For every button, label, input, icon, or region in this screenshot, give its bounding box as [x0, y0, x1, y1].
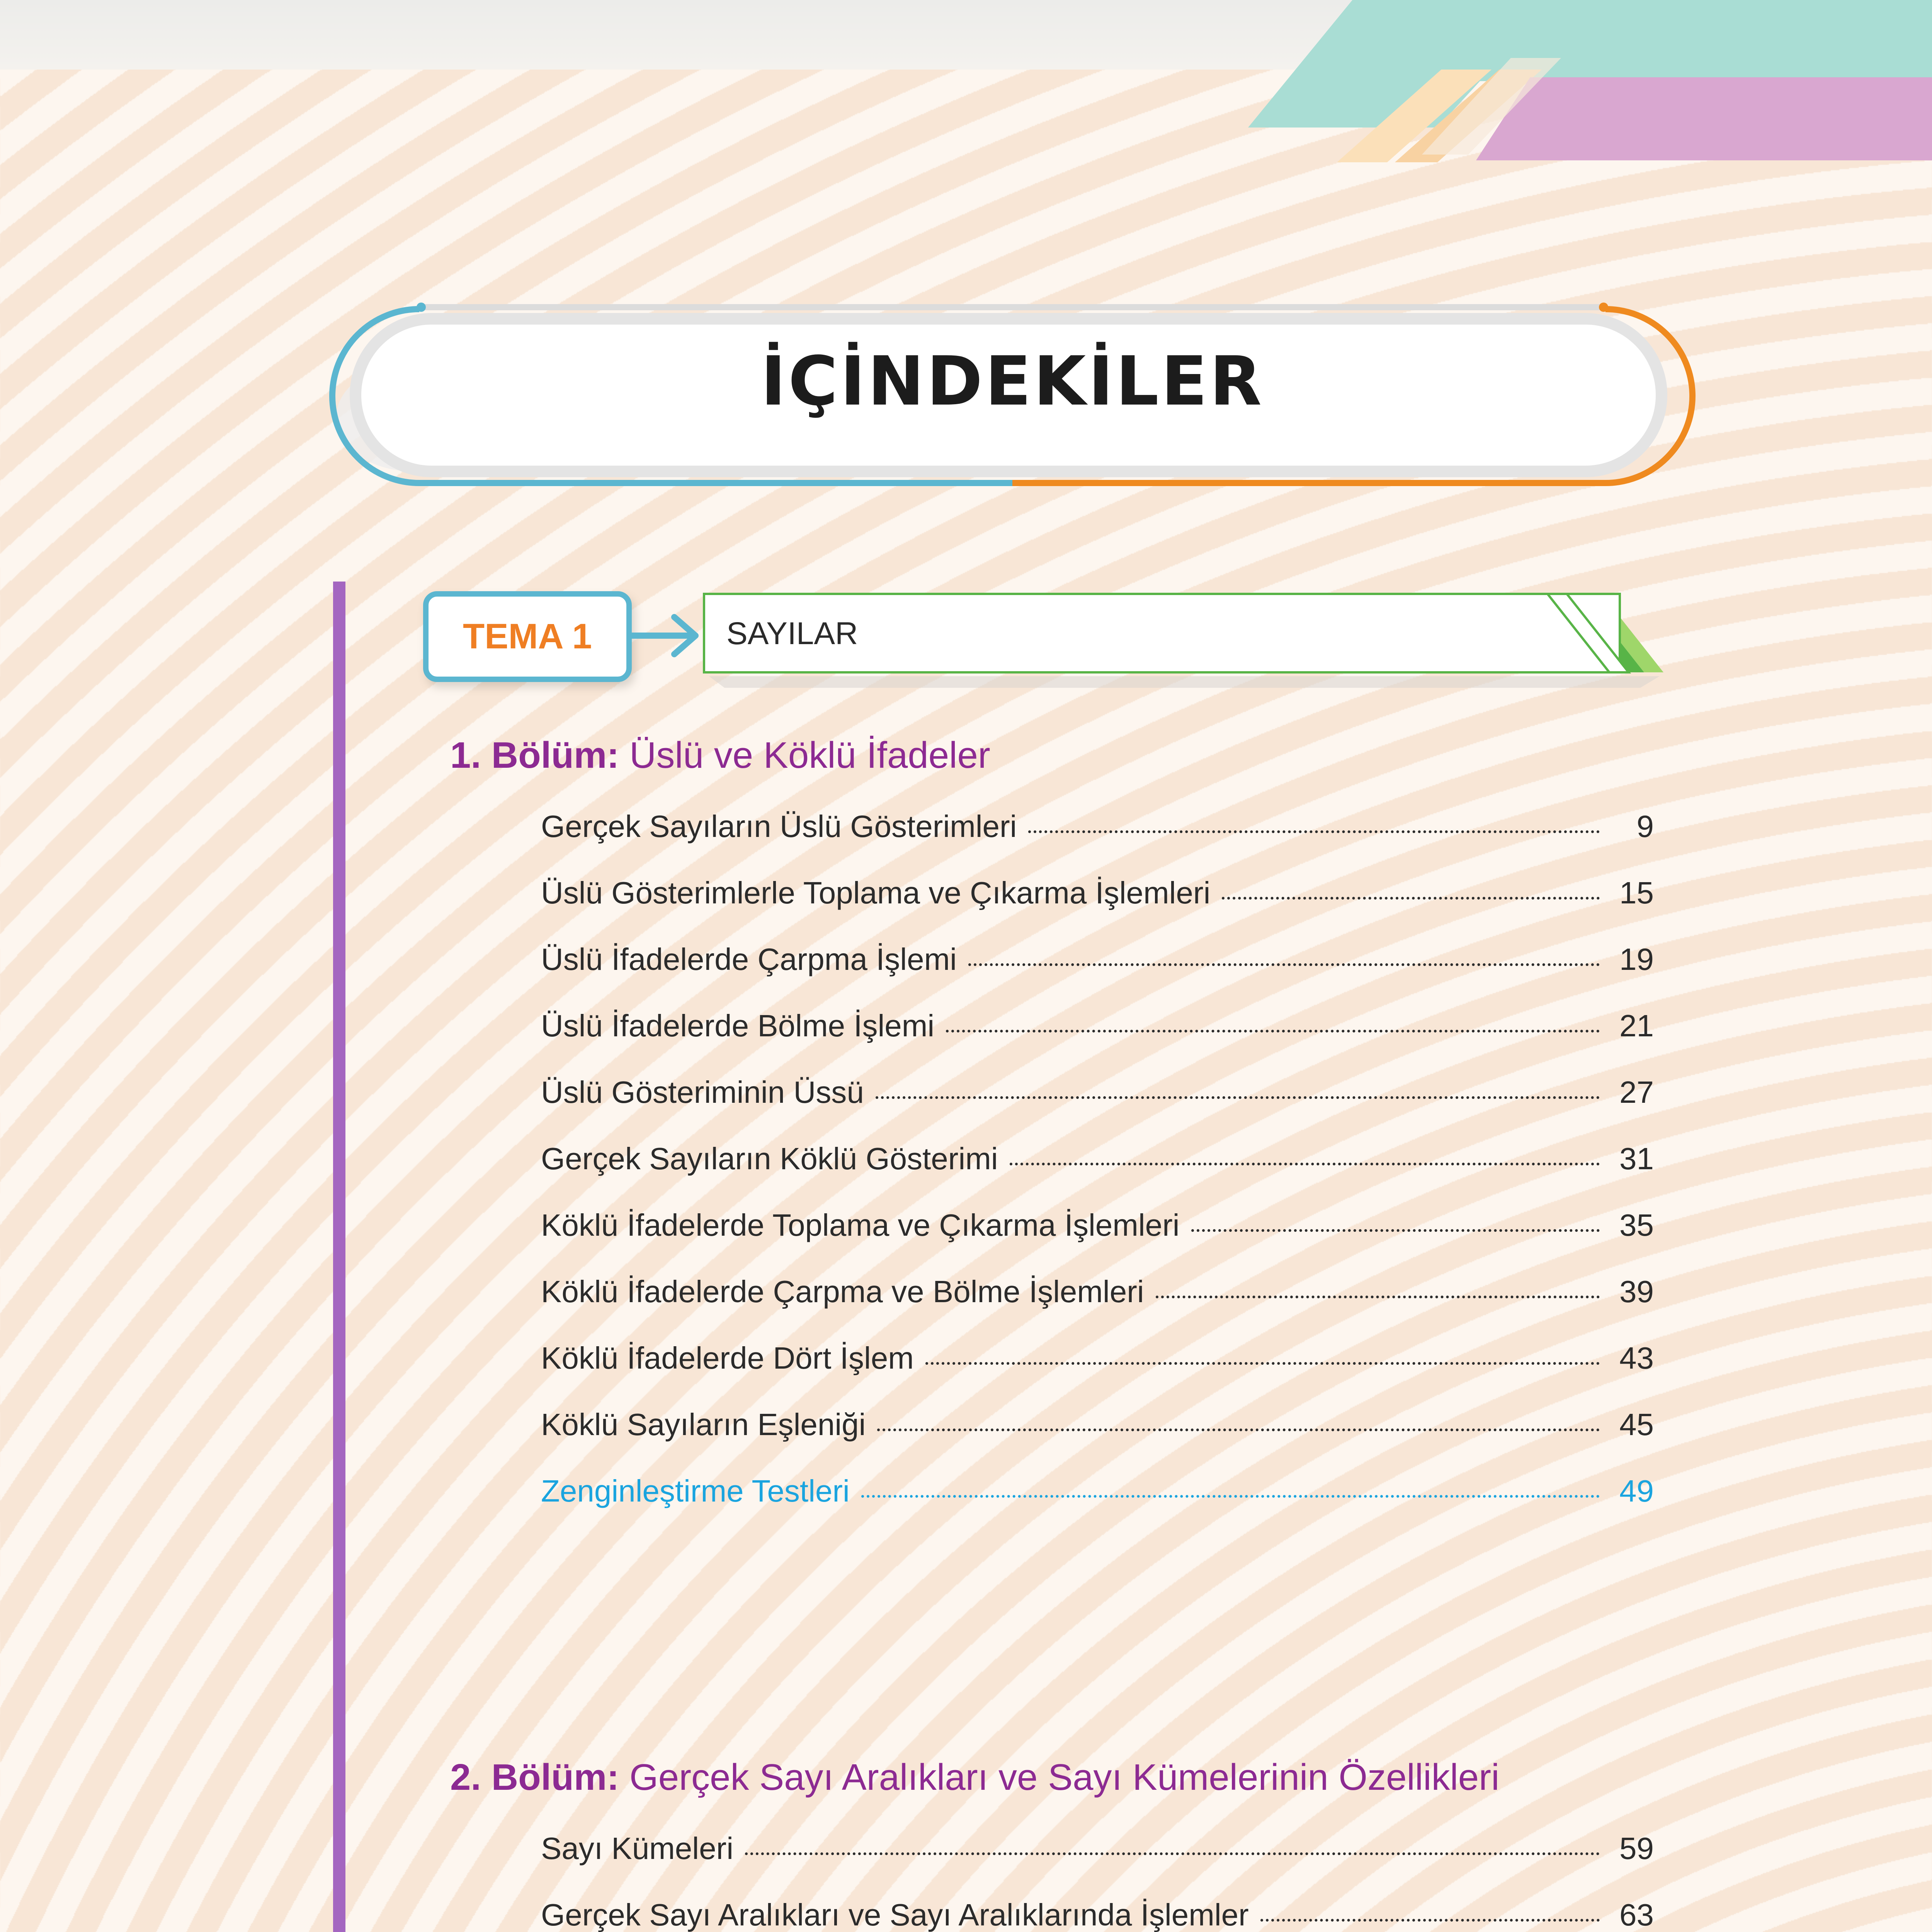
- toc-entry-title: Köklü İfadelerde Toplama ve Çıkarma İşlemleri: [541, 1208, 1180, 1242]
- toc-entry[interactable]: [541, 1882, 1654, 1932]
- title-banner: [328, 301, 1696, 491]
- toc-entry-title: Üslü Gösterimlerle Toplama ve Çıkarma İşlemleri: [541, 876, 1211, 910]
- section-title: Gerçek Sayı Aralıkları ve Sayı Kümelerinin Özellikleri: [629, 1757, 1500, 1798]
- toc-entry-page: 63: [1619, 1898, 1654, 1932]
- section-heading: [450, 732, 990, 779]
- toc-list: [541, 793, 1654, 1524]
- toc-entry-title: Köklü İfadelerde Çarpma ve Bölme İşlemleri: [541, 1274, 1144, 1309]
- toc-entry[interactable]: [541, 993, 1654, 1059]
- toc-entry-page: 59: [1619, 1831, 1654, 1866]
- toc-entry-title: Üslü İfadelerde Bölme İşlemi: [541, 1009, 935, 1043]
- dot-leader: [745, 1852, 1600, 1855]
- toc-entry-page: 39: [1619, 1274, 1654, 1309]
- section-title: Üslü ve Köklü İfadeler: [629, 735, 990, 776]
- dot-leader: [877, 1429, 1600, 1431]
- toc-entry-enrichment[interactable]: [541, 1458, 1654, 1524]
- dot-leader: [1028, 830, 1600, 833]
- corner-decoration: [0, 0, 1932, 162]
- toc-entry-title: Üslü Gösteriminin Üssü: [541, 1075, 864, 1109]
- toc-entry[interactable]: [541, 1192, 1654, 1259]
- toc-entry-title: Köklü Sayıların Eşleniği: [541, 1407, 866, 1442]
- dot-leader: [1191, 1229, 1600, 1232]
- toc-entry[interactable]: [541, 1325, 1654, 1391]
- toc-list: [541, 1815, 1654, 1932]
- section-number: 2. Bölüm:: [450, 1757, 619, 1798]
- page-title: İÇİNDEKİLER: [760, 342, 1264, 421]
- toc-entry-title: Sayı Kümeleri: [541, 1831, 733, 1866]
- toc-entry-page: 21: [1619, 1009, 1654, 1043]
- toc-entry[interactable]: [541, 1259, 1654, 1325]
- section-number: 1. Bölüm:: [450, 735, 619, 776]
- toc-entry[interactable]: [541, 1059, 1654, 1126]
- toc-entry-title: Üslü İfadelerde Çarpma İşlemi: [541, 942, 957, 976]
- toc-entry-title: Gerçek Sayı Aralıkları ve Sayı Aralıklarında İşlemler: [541, 1898, 1249, 1932]
- dot-leader: [861, 1495, 1600, 1498]
- toc-entry-title: Köklü İfadelerde Dört İşlem: [541, 1341, 914, 1375]
- toc-entry-page: 9: [1636, 809, 1654, 844]
- dot-leader: [1222, 897, 1600, 900]
- side-bar: [333, 582, 345, 1932]
- toc-entry[interactable]: [541, 1126, 1654, 1192]
- toc-entry[interactable]: [541, 1391, 1654, 1458]
- toc-entry-title: Zenginleştirme Testleri: [541, 1474, 850, 1508]
- toc-entry-title: Gerçek Sayıların Köklü Gösterimi: [541, 1141, 998, 1176]
- theme-label-box: [423, 591, 632, 682]
- toc-entry[interactable]: [541, 926, 1654, 993]
- dot-leader: [1260, 1919, 1600, 1922]
- toc-entry-page: 43: [1619, 1341, 1654, 1375]
- toc-entry[interactable]: [541, 860, 1654, 926]
- toc-entry-title: Gerçek Sayıların Üslü Gösterimleri: [541, 809, 1017, 844]
- toc-entry-page: 27: [1619, 1075, 1654, 1109]
- toc-entry-page: 35: [1619, 1208, 1654, 1242]
- toc-entry-page: 15: [1619, 876, 1654, 910]
- toc-entry-page: 45: [1619, 1407, 1654, 1442]
- toc-entry[interactable]: [541, 1815, 1654, 1882]
- toc-entry-page: 31: [1619, 1141, 1654, 1176]
- theme-label: TEMA 1: [463, 617, 592, 656]
- toc-entry[interactable]: [541, 793, 1654, 860]
- dot-leader: [1156, 1296, 1600, 1298]
- toc-entry-page: 49: [1619, 1474, 1654, 1508]
- dot-leader: [925, 1362, 1600, 1365]
- dot-leader: [946, 1030, 1600, 1032]
- arrow-right-icon: [630, 609, 707, 663]
- dot-leader: [968, 963, 1600, 966]
- dot-leader: [876, 1096, 1600, 1099]
- toc-entry-page: 19: [1619, 942, 1654, 976]
- theme-title: SAYILAR: [726, 616, 858, 651]
- section-heading: [450, 1754, 1499, 1801]
- dot-leader: [1010, 1163, 1600, 1165]
